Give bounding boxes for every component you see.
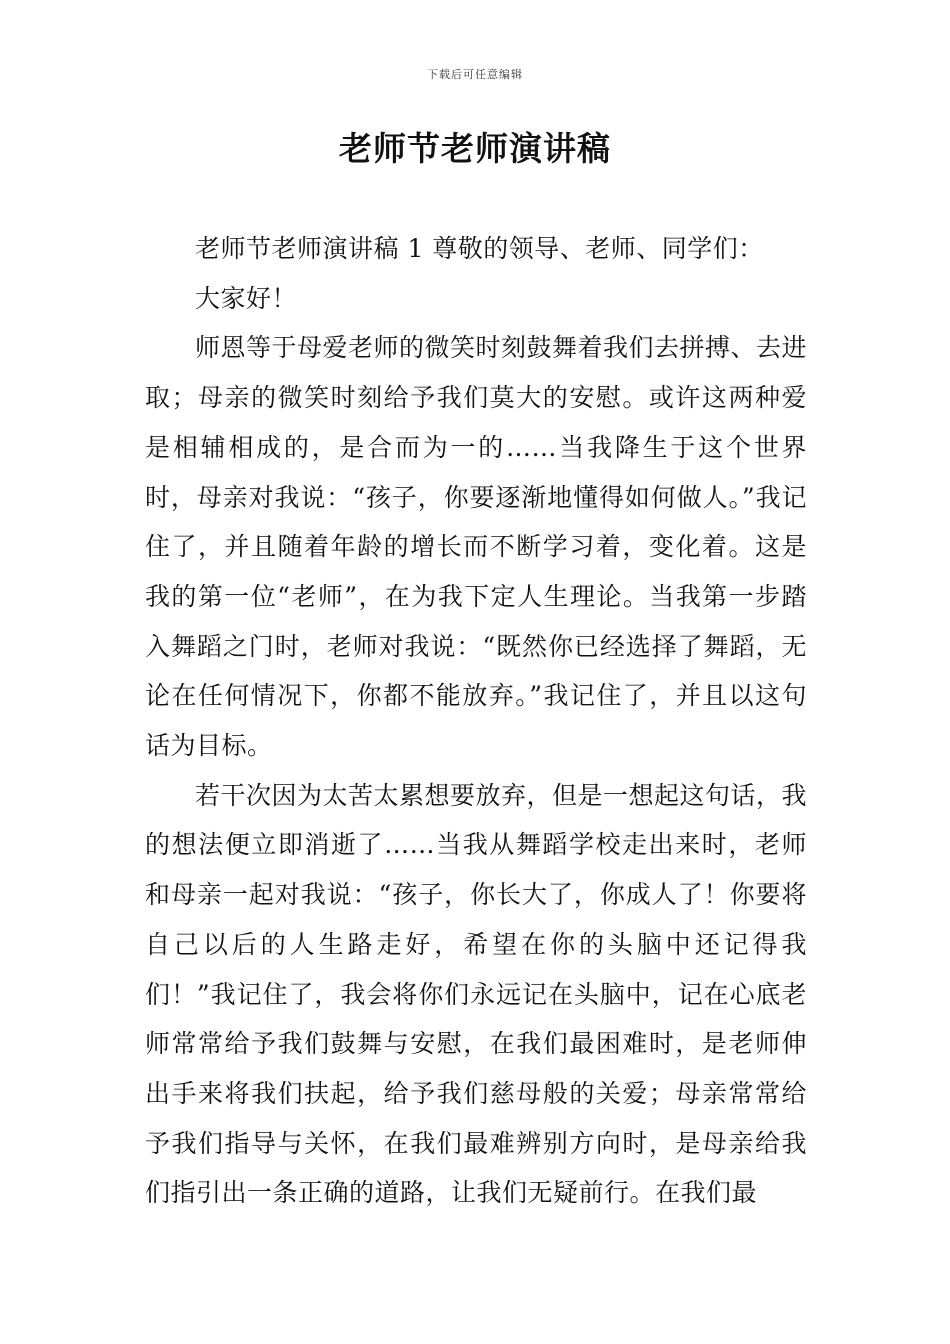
header-note: 下载后可任意编辑 [427, 68, 523, 81]
paragraph-body-1: 师恩等于母爱老师的微笑时刻鼓舞着我们去拼搏、去进取；母亲的微笑时刻给予我们莫大的安慰。或许这两种爱是相辅相成的，是合而为一的……当我降生于这个世界时，母亲对我说：“孩子，你要逐渐地懂得如何做人。”我记住了，并且随着年龄的增长而不断学习着，变化着。这是我的第一位“老师”，在为我下定人生理论。当我第一步踏入舞蹈之门时，老师对我说：“既然你已经选择了舞蹈，无论在任何情况下，你都不能放弃。”我记住了，并且以这句话为目标。 [145, 333, 808, 761]
paragraph-salutation: 老师节老师演讲稿 1 尊敬的领导、老师、同学们： [195, 234, 764, 263]
document-body [145, 224, 807, 1218]
document-title: 老师节老师演讲稿 [339, 129, 611, 168]
paragraph-greeting: 大家好！ [195, 283, 298, 313]
paragraph-body-2: 若干次因为太苦太累想要放弃，但是一想起这句话，我的想法便立即消逝了……当我从舞蹈学校走出来时，老师和母亲一起对我说：“孩子，你长大了，你成人了！你要将自己以后的人生路走好，希望在你的头脑中还记得我们！”我记住了，我会将你们永远记在头脑中，记在心底老师常常给予我们鼓舞与安慰，在我们最困难时，是老师伸出手来将我们扶起，给予我们慈母般的关爱；母亲常常给予我们指导与关怀，在我们最难辨别方向时，是母亲给我们指引出一条正确的道路，让我们无疑前行。在我们最 [145, 780, 808, 1208]
